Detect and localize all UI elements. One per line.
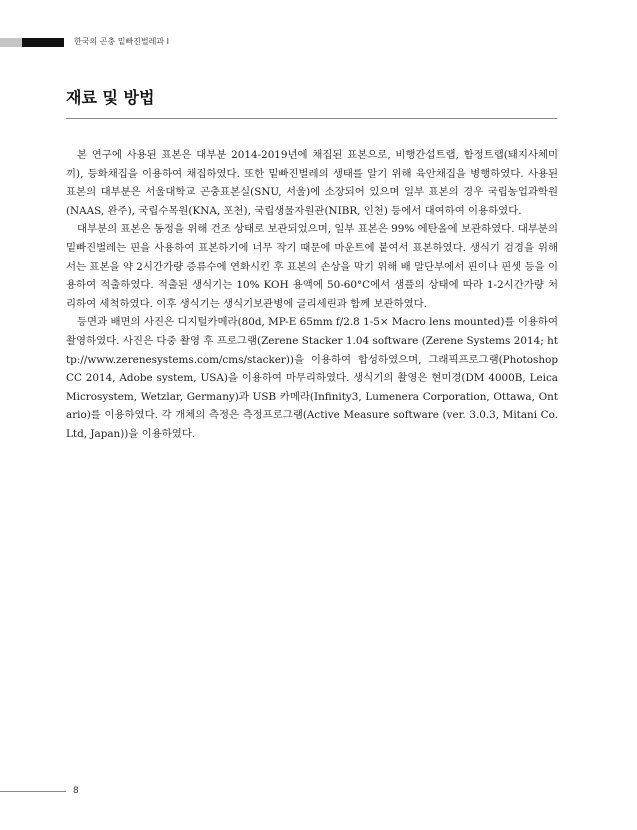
paragraph-imaging: 등면과 배면의 사진은 디지털카메라(80d, MP-E 65mm f/2.8 1-5× Macro lens mounted)를 이용하여 촬영하였다. 사진은 다중 촬영 후 프로그램(Zerene Stacker 1.04 software (Zerene Systems 2014; http://www.zerenesystems.com/cms/stacker))을 이용하여 합성하였으며, 그래픽프로그램(Photoshop CC 2014, Adobe system, USA)을 이용하여 마무리하였다. 생식기의 촬영은 현미경(DM 4000B, Leica Microsystem, Wetzlar, Germany)과 USB 카메라(Infinity3, Lumenera Corporation, Ottawa, Ontario)를 이용하였다. 각 개체의 측정은 측정프로그램(Active Measure software (ver. 3.0.3, Mitani Co. Ltd, Japan))을 이용하였다. <box>66 316 558 440</box>
header-bar-accent-light <box>0 38 22 47</box>
header-bar-accent-dark <box>22 38 64 47</box>
paragraph-specimens: 본 연구에 사용된 표본은 대부분 2014-2019년에 채집된 표본으로, 비행간섭트랩, 함정트랩(돼지사체미끼), 등화채집을 이용하여 채집하였다. 또한 밑빠진벌레의 생태를 알기 위해 육안채집을 병행하였다. 사용된 표본의 대부분은 서울대학교 곤충표본실(SNU, 서울)에 소장되어 있으며 일부 표본의 경우 국립농업과학원(NAAS, 완주), 국립수목원(KNA, 포천), 국립생물자원관(NIBR, 인천) 등에서 대여하여 이용하였다. <box>66 149 558 217</box>
paragraph-preparation: 대부분의 표본은 동정을 위해 건조 상태로 보관되었으며, 일부 표본은 99% 에탄올에 보관하였다. 대부분의 밑빠진벌레는 핀을 사용하여 표본하기에 너무 작기 때문에 마운트에 붙여서 표본하였다. 생식기 검경을 위해서는 표본을 약 2시간가량 증류수에 연화시킨 후 표본의 손상을 막기 위해 배 말단부에서 핀이나 핀셋 등을 이용하여 적출하였다. 적출된 생식기는 10% KOH 용액에 50-60°C에서 샘플의 상태에 따라 1-2시간가량 처리하여 세척하였다. 이후 생식기는 생식기보관병에 글리세린과 함께 보관하였다. <box>66 223 558 310</box>
running-head: 한국의 곤충 밑빠진벌레과 I <box>74 37 169 46</box>
section-title: 재료 및 방법 <box>66 88 155 107</box>
page-number: 8 <box>73 786 79 796</box>
section-title-rule <box>66 118 557 119</box>
footer-rule <box>0 791 66 792</box>
body-text <box>66 146 558 444</box>
